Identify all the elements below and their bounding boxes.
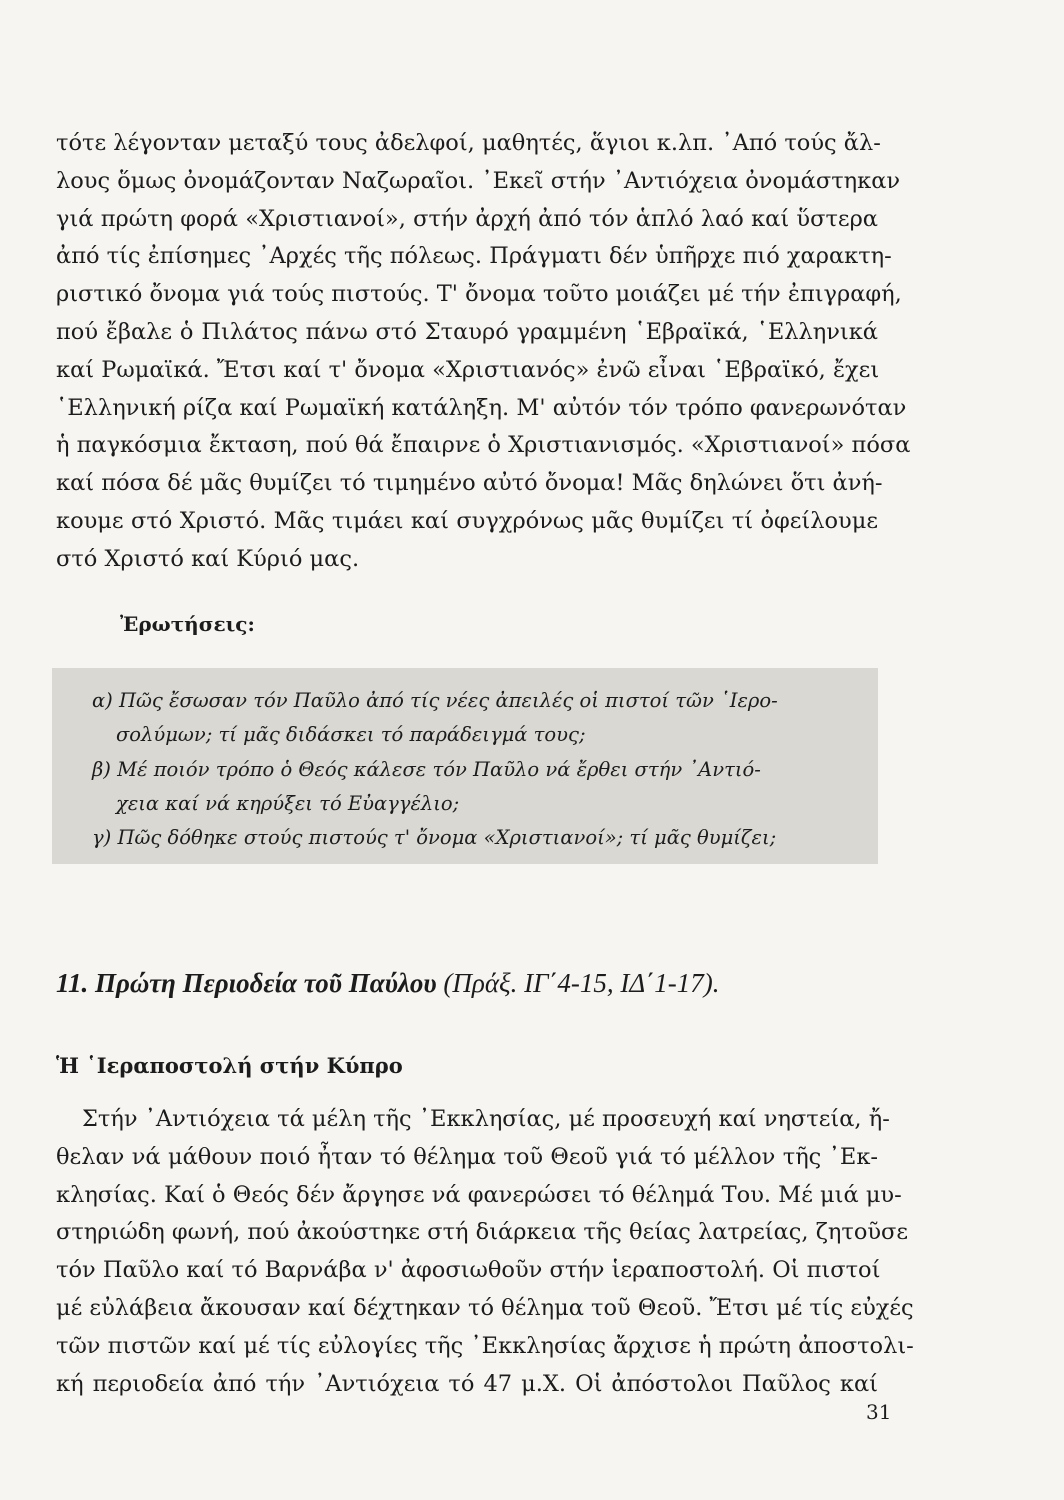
text-line: στό Χριστό καί Κύριό μας.	[56, 545, 360, 572]
questions-heading: Ἐρωτήσεις:	[120, 612, 255, 636]
question-line: β) Μέ ποιόν τρόπο ὁ Θεός κάλεσε τόν Παῦλο νά ἔρθει στήν ᾿Αντιό-	[92, 757, 761, 781]
text-line: θελαν νά μάθουν ποιό ἦταν τό θέλημα τοῦ Θεοῦ γιά τό μέλλον τῆς ᾿Εκ-	[56, 1143, 878, 1170]
section-title-main: 11. Πρώτη Περιοδεία τοῦ Παύλου	[56, 968, 437, 998]
question-line: σολύμων; τί μᾶς διδάσκει τό παράδειγμά τους;	[116, 723, 586, 747]
text-line: γιά πρώτη φορά «Χριστιανοί», στήν ἀρχή ἀπό τόν ἁπλό λαό καί ὕστερα	[56, 205, 878, 232]
text-line: πού ἔβαλε ὁ Πιλάτος πάνω στό Σταυρό γραμμένη ῾Εβραϊκά, ῾Ελληνικά	[56, 318, 878, 345]
page-number: 31	[866, 1400, 892, 1424]
subsection-title: Ἡ ῾Ιεραποστολή στήν Κύπρο	[56, 1053, 403, 1078]
section-title-reference: (Πράξ. ΙΓ΄4-15, ΙΔ΄1-17).	[443, 968, 720, 998]
question-line: α) Πῶς ἔσωσαν τόν Παῦλο ἀπό τίς νέες ἀπειλές οἱ πιστοί τῶν ῾Ιερο-	[92, 689, 778, 712]
text-line: μέ εὐλάβεια ἄκουσαν καί δέχτηκαν τό θέλημα τοῦ Θεοῦ. Ἔτσι μέ τίς εὐχές	[56, 1294, 914, 1321]
text-line: στηριώδη φωνή, πού ἀκούστηκε στή διάρκεια τῆς θείας λατρείας, ζητοῦσε	[56, 1219, 909, 1246]
text-line: κλησίας. Καί ὁ Θεός δέν ἄργησε νά φανερώσει τό θέλημά Του. Μέ μιά μυ-	[56, 1181, 902, 1208]
question-line: γ) Πῶς δόθηκε στούς πιστούς τ' ὄνομα «Χριστιανοί»; τί μᾶς θυμίζει;	[92, 826, 777, 850]
text-line: κουμε στό Χριστό. Μᾶς τιμάει καί συγχρόνως μᾶς θυμίζει τί ὀφείλουμε	[56, 507, 878, 534]
question-line: χεια καί νά κηρύξει τό Εὐαγγέλιο;	[116, 791, 460, 815]
text-line: κή περιοδεία ἀπό τήν ᾿Αντιόχεια τό 47 μ.Χ. Οἱ ἀπόστολοι Παῦλος καί	[56, 1370, 878, 1397]
text-line: τόν Παῦλο καί τό Βαρνάβα ν' ἀφοσιωθοῦν στήν ἱεραποστολή. Οἱ πιστοί	[56, 1257, 881, 1284]
text-line: τότε λέγονταν μεταξύ τους ἀδελφοί, μαθητές, ἅγιοι κ.λπ. ᾿Από τούς ἄλ-	[56, 130, 881, 156]
text-line: τῶν πιστῶν καί μέ τίς εὐλογίες τῆς ᾿Εκκλησίας ἄρχισε ἡ πρώτη ἀποστολι-	[56, 1332, 914, 1359]
questions-list	[92, 684, 822, 855]
text-line: Στήν ᾿Αντιόχεια τά μέλη τῆς ᾿Εκκλησίας, μέ προσευχή καί νηστεία, ἤ-	[82, 1106, 890, 1132]
section-title	[56, 968, 719, 999]
body-paragraph-1	[56, 125, 911, 579]
text-line: λους ὅμως ὀνομάζονταν Ναζωραῖοι. ᾿Εκεῖ στήν ᾿Αντιόχεια ὀνομάστηκαν	[56, 167, 901, 194]
text-line: ἀπό τίς ἐπίσημες ᾿Αρχές τῆς πόλεως. Πράγματι δέν ὑπῆρχε πιό χαρακτη-	[56, 243, 892, 270]
text-line: ῾Ελληνική ρίζα καί Ρωμαϊκή κατάληξη. Μ' αὐτόν τόν τρόπο φανερωνόταν	[56, 394, 907, 421]
text-line: ἡ παγκόσμια ἔκταση, πού θά ἔπαιρνε ὁ Χριστιανισμός. «Χριστιανοί» πόσα	[56, 432, 911, 459]
text-line: ριστικό ὄνομα γιά τούς πιστούς. Τ' ὄνομα τοῦτο μοιάζει μέ τήν ἐπιγραφή,	[56, 281, 902, 308]
text-line: καί πόσα δέ μᾶς θυμίζει τό τιμημένο αὐτό ὄνομα! Μᾶς δηλώνει ὅτι ἀνή-	[56, 470, 883, 497]
text-line: καί Ρωμαϊκά. Ἔτσι καί τ' ὄνομα «Χριστιανός» ἐνῶ εἶναι ῾Εβραϊκό, ἔχει	[56, 356, 880, 383]
body-paragraph-2	[56, 1101, 914, 1403]
